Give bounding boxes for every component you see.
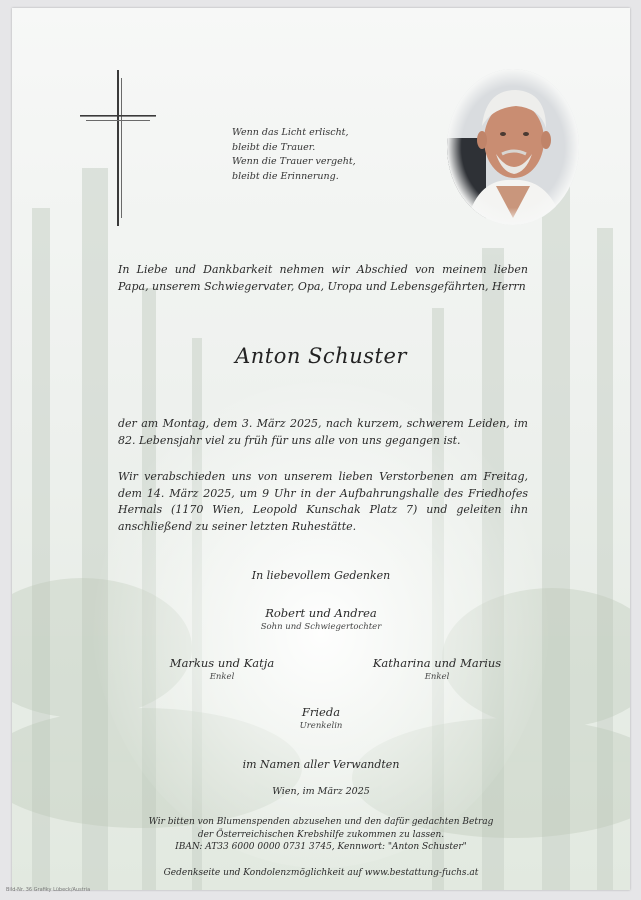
notice-line: Wir bitten von Blumenspenden abzusehen und den dafür gedachten Betrag [148,817,494,827]
quote-line: bleibt die Trauer. [232,141,316,153]
notice-line: IBAN: AT33 6000 0000 0731 3745, Kennwort: "Anton Schuster" [175,842,467,852]
mourner-name: Frieda [301,705,341,719]
mourner-robert-andrea [12,605,630,633]
quote-line: bleibt die Erinnerung. [232,170,339,182]
image-credit: Bild-Nr. 36 Grafiky Lübeck/Austria [6,887,91,893]
mourner-role: Sohn und Schwiegertochter [260,622,382,632]
quote-line: Wenn das Licht erlischt, [232,127,349,138]
mourner-role: Enkel [209,672,235,682]
mourner-role: Enkel [424,672,450,682]
funeral-details: Wir verabschieden uns von unserem lieben Verstorbenen am Freitag, dem 14. März 2025, um 9 Uhr in der Aufbahrungshalle des Friedhofes Hernals (1170 Wien, Leopold Kunschak Platz 7) und geleiten ihn anschließend zu seiner letzten Ruhestätte. [118,470,528,533]
mourner-name: Katharina und Marius [372,656,502,670]
in-memory-heading: In liebevollem Gedenken [251,569,391,582]
cross-icon [78,68,158,228]
mourner-markus-katja [122,655,322,683]
place-date: Wien, im März 2025 [272,786,370,797]
portrait-photo [446,68,580,226]
relatives-line: im Namen aller Verwandten [242,758,400,771]
obituary-sheet [12,8,630,890]
mourner-katharina-marius [327,655,547,683]
donation-notice [12,816,630,854]
website-line: Gedenkseite und Kondolenzmöglichkeit auf www.bestattung-fuchs.at [163,868,479,878]
memorial-quote [232,126,432,184]
deceased-name: Anton Schuster [235,344,407,368]
mourner-name: Markus und Katja [169,656,275,670]
mourner-name: Robert und Andrea [265,606,377,620]
mourner-role: Urenkelin [299,721,343,731]
quote-line: Wenn die Trauer vergeht, [232,156,356,167]
intro-text: In Liebe und Dankbarkeit nehmen wir Abschied von meinem lieben Papa, unserem Schwiegervater, Opa, Uropa und Lebensgefährten, Herrn [118,263,528,293]
notice-line: der Österreichischen Krebshilfe zukommen zu lassen. [197,829,445,840]
death-announcement: der am Montag, dem 3. März 2025, nach kurzem, schwerem Leiden, im 82. Lebensjahr viel zu früh für uns alle von uns gegangen ist. [118,417,528,447]
mourner-frieda [12,704,630,732]
